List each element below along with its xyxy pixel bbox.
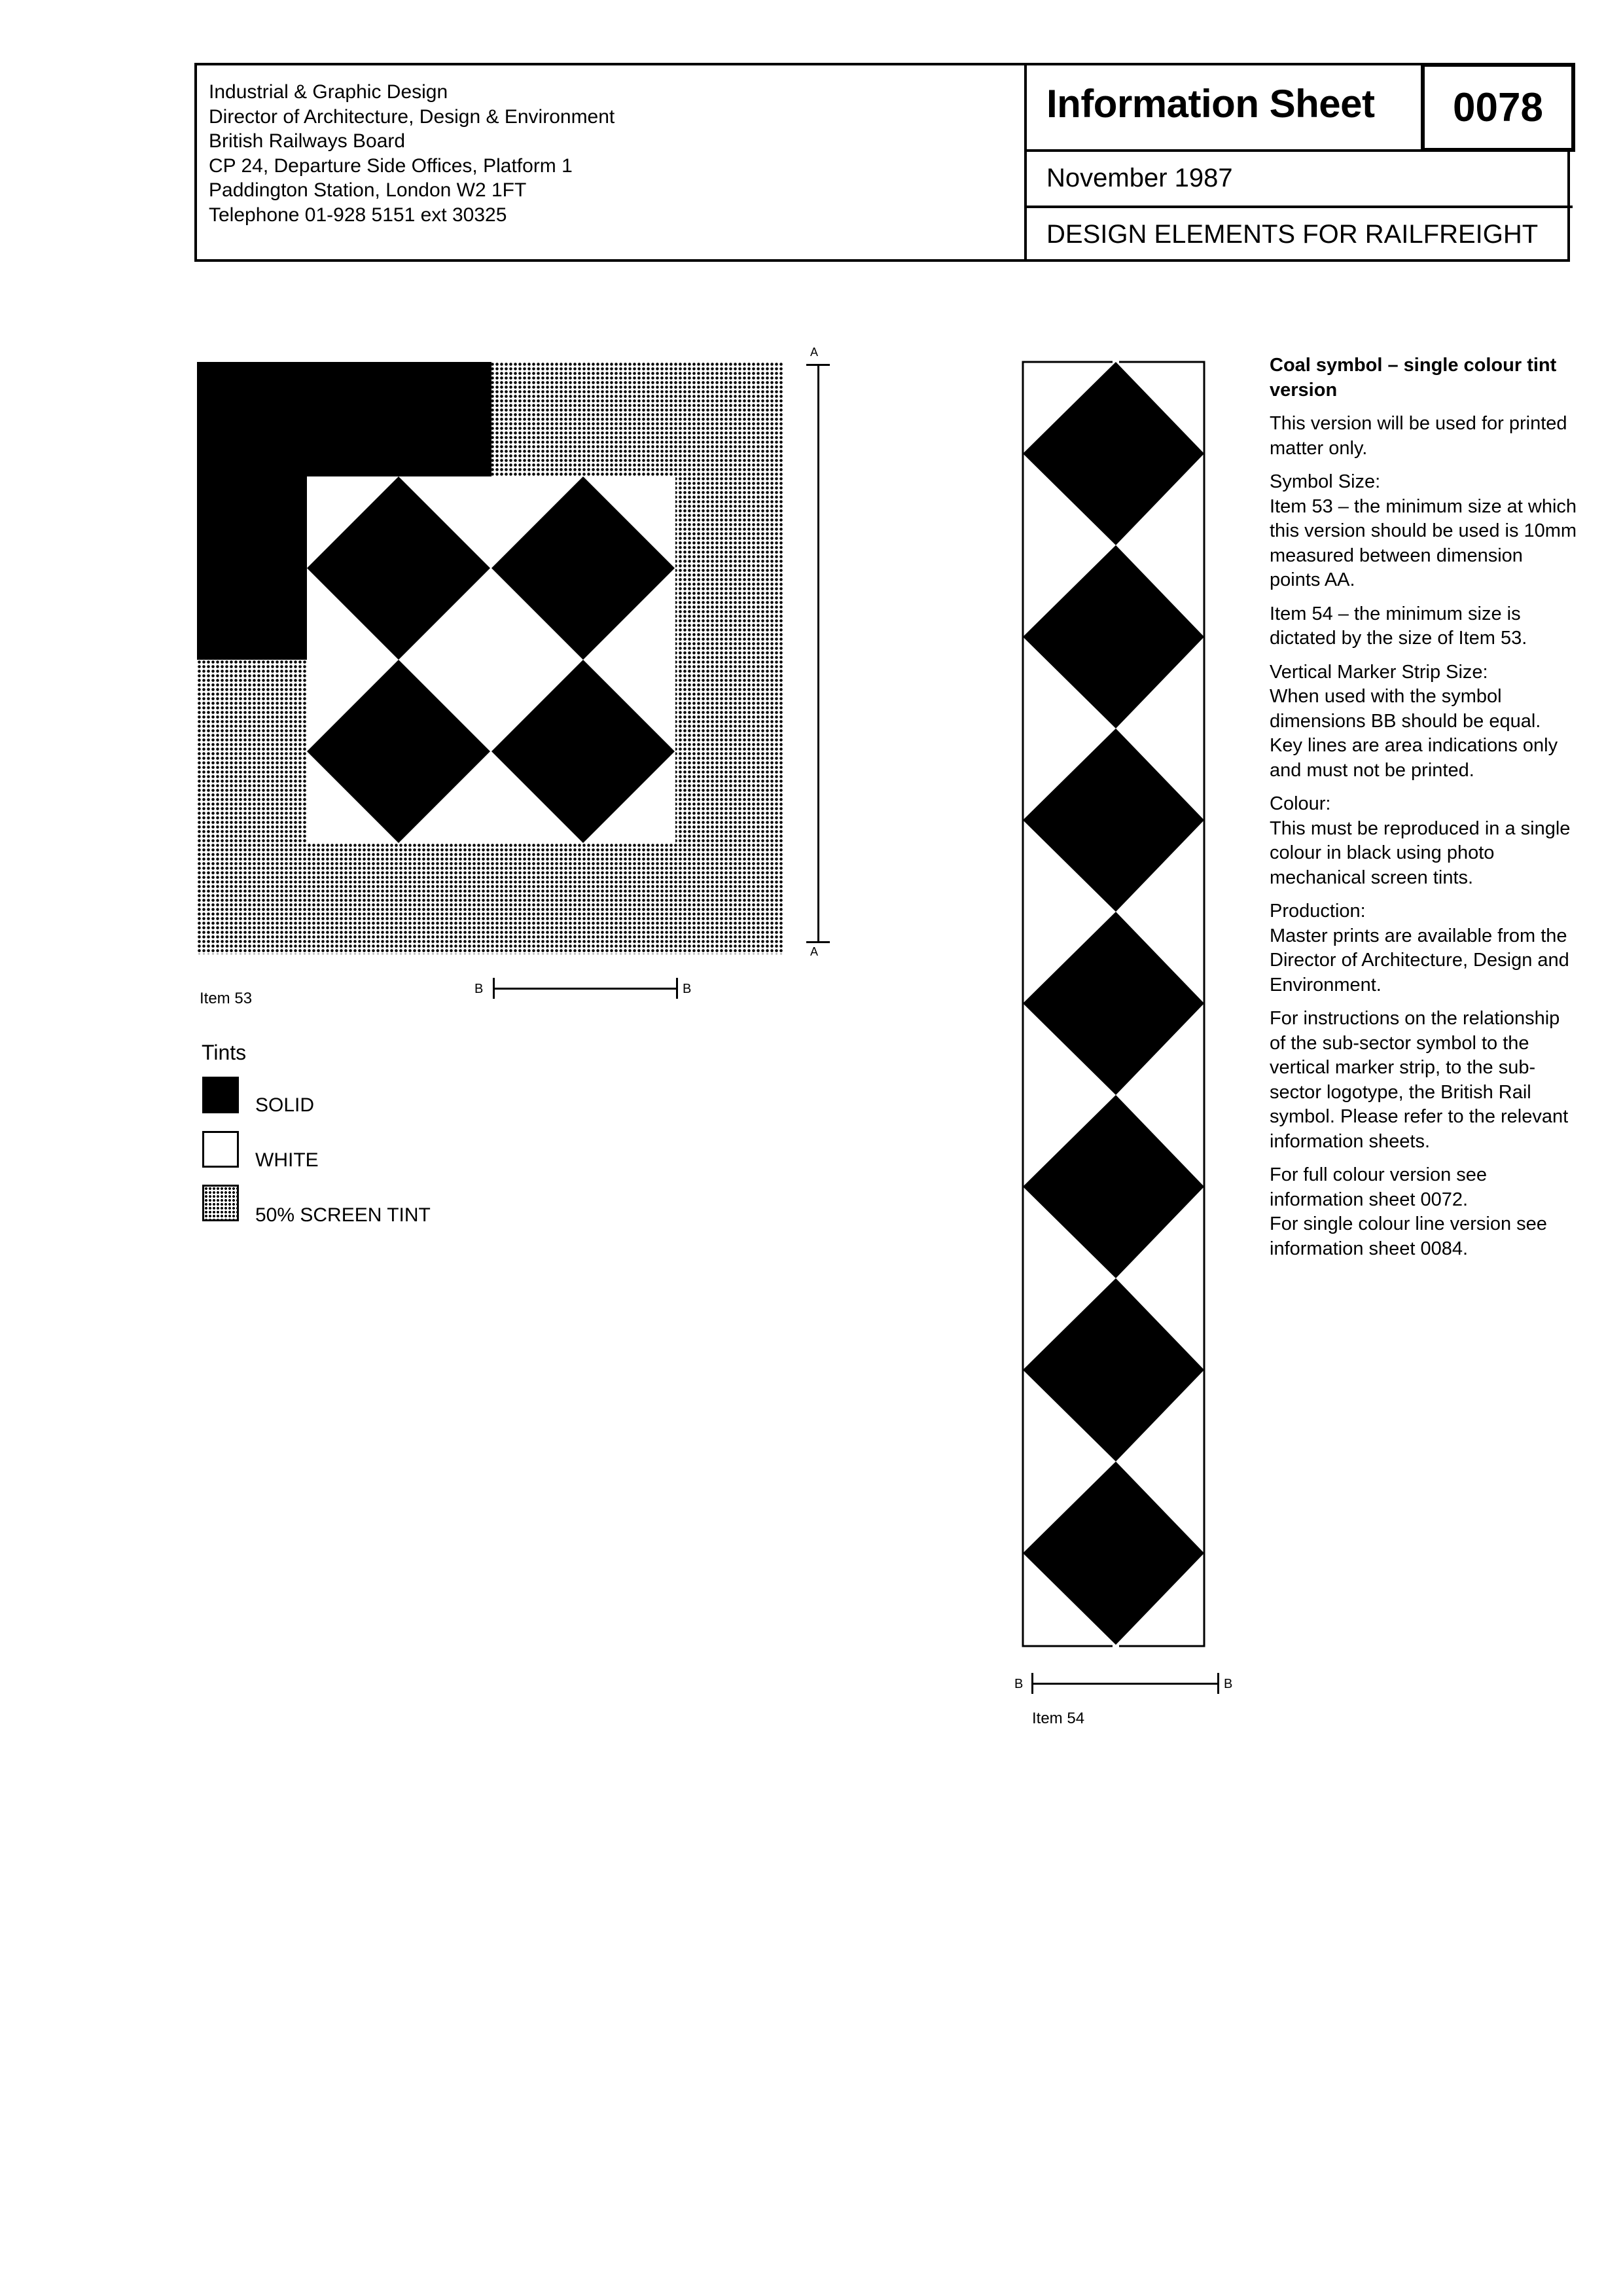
address-line: Paddington Station, London W2 1FT: [209, 179, 527, 201]
vertical-marker-strip-item-54: [1018, 357, 1214, 1653]
sheet-subject: DESIGN ELEMENTS FOR RAILFREIGHT: [1046, 220, 1539, 249]
header-rule: [1024, 206, 1573, 208]
strip-diamond-3: [1023, 728, 1204, 912]
sheet-number: 0078: [1421, 63, 1575, 152]
tints-heading: Tints: [202, 1041, 247, 1064]
header-divider: [1024, 65, 1027, 259]
notes-paragraph: Item 54 – the minimum size is dictated by the size of Item 53.: [1270, 603, 1527, 649]
notes-paragraph: For full colour version see information sheet 0072. For single colour line version see information sheet 0084.: [1270, 1164, 1547, 1259]
dimension-label-b-left: B: [1014, 1677, 1024, 1691]
item-53-label: Item 53: [200, 990, 253, 1007]
solid-swatch: [202, 1077, 239, 1113]
coal-symbol-item-53: [197, 362, 786, 958]
strip-diamond-6: [1023, 1278, 1204, 1462]
notes-paragraph: Colour: This must be reproduced in a single colour in black using photo mechanical screen tints.: [1270, 793, 1571, 888]
screen-tint-swatch: [202, 1185, 239, 1221]
address-line: Director of Architecture, Design & Environment: [209, 105, 615, 128]
white-swatch: [202, 1131, 239, 1168]
address-line: British Railways Board: [209, 130, 406, 152]
item-54-label: Item 54: [1032, 1710, 1085, 1727]
dimension-line: [1031, 1683, 1219, 1685]
header-rule: [1024, 149, 1573, 152]
dimension-label-b-right: B: [1224, 1677, 1233, 1691]
notes-title: Coal symbol – single colour tint version: [1270, 355, 1557, 401]
screen-tint-swatch-label: 50% SCREEN TINT: [255, 1204, 431, 1226]
strip-diamond-2: [1023, 545, 1204, 728]
sheet-date: November 1987: [1046, 164, 1233, 192]
notes-paragraph: For instructions on the relationship of the sub-sector symbol to the vertical marker strip, to the sub-sector logotype, the British Rail symbol. Please refer to the relevant information sheets.: [1270, 1008, 1569, 1152]
dimension-bb-item-53: [474, 975, 697, 1001]
strip-diamond-5: [1023, 1095, 1204, 1278]
strip-diamond-4: [1023, 912, 1204, 1095]
notes-paragraph: Symbol Size: Item 53 – the minimum size at which this version should be used is 10mm measured between dimension points AA.: [1270, 471, 1577, 590]
address-line: Industrial & Graphic Design: [209, 81, 448, 103]
solid-swatch-label: SOLID: [255, 1094, 315, 1116]
dimension-label-a-top: A: [810, 346, 819, 359]
dimension-line: [817, 364, 819, 942]
header-address: [209, 80, 994, 227]
notes-paragraph: This version will be used for printed matter only.: [1270, 413, 1567, 459]
dimension-tick: [806, 941, 830, 943]
header-block: [194, 63, 1570, 262]
notes-paragraph: Vertical Marker Strip Size: When used with the symbol dimensions BB should be equal. Key lines are area indications only and must not be printed.: [1270, 661, 1558, 781]
address-line: Telephone 01-928 5151 ext 30325: [209, 204, 507, 226]
dimension-bb-item-54: [1014, 1670, 1237, 1696]
dimension-aa: [805, 346, 831, 961]
dimension-label-b-right: B: [683, 982, 692, 996]
solid-corner-left: [197, 362, 307, 660]
dimension-label-b-left: B: [474, 982, 484, 996]
address-line: CP 24, Departure Side Offices, Platform 1: [209, 154, 573, 177]
notes-paragraph: Production: Master prints are available from the Director of Architecture, Design and Environment.: [1270, 901, 1569, 996]
notes-column: [1270, 353, 1577, 1270]
strip-diamond-1: [1023, 362, 1204, 545]
dimension-tick: [1217, 1673, 1219, 1694]
page-title: Information Sheet: [1046, 82, 1375, 126]
dimension-tick: [676, 978, 678, 999]
dimension-label-a-bottom: A: [810, 945, 819, 958]
white-swatch-label: WHITE: [255, 1149, 319, 1171]
strip-diamond-7: [1023, 1462, 1204, 1645]
dimension-line: [493, 988, 677, 990]
